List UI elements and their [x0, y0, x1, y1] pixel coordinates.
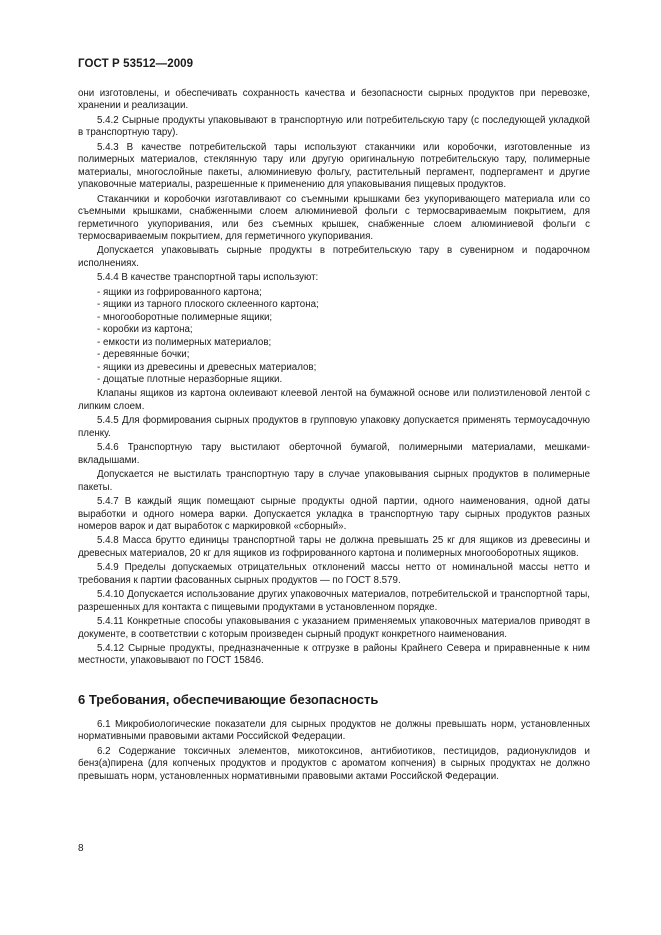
paragraph-no-lining: Допускается не выстилать транспортную тару в случае упаковывания сырных продуктов в полимерные пакеты.: [78, 469, 590, 493]
paragraph-5-4-7: 5.4.7 В каждый ящик помещают сырные продукты одной партии, одного наименования, одной даты выработки и одного номера варки. Допускается укладка в транспортную тару сырных продуктов разных номеров варок и дат выработок с маркировкой «сборный».: [78, 496, 590, 532]
paragraph-5-4-10: 5.4.10 Допускается использование других упаковочных материалов, потребительской и транспортной тары, разрешенных для контакта с пищевыми продуктами в установленном порядке.: [78, 589, 590, 613]
paragraph-5-4-4: 5.4.4 В качестве транспортной тары используют:: [97, 272, 319, 284]
transport-container-list: [78, 287, 590, 387]
list-item: - коробки из картона;: [97, 324, 193, 336]
paragraph-box-flaps: Клапаны ящиков из картона оклеивают клеевой лентой на бумажной основе или полиэтиленовой лентой с липким слоем.: [78, 388, 590, 412]
paragraph-souvenir-packaging: Допускается упаковывать сырные продукты в потребительскую тару в сувенирном и подарочном исполнениях.: [78, 245, 590, 269]
paragraph-6-2: 6.2 Содержание токсичных элементов, микотоксинов, антибиотиков, пестицидов, радионуклидов и бенз(а)пирена (для копченых продуктов и продуктов с ароматом копчения) в сырных продуктах не должно превышать норм, установленных нормативными правовыми актами Российской Федерации.: [78, 745, 590, 782]
paragraph-5-4-9: 5.4.9 Пределы допускаемых отрицательных отклонений массы нетто от номинальной массы нетто и требования к партии фасованных сырных продуктов — по ГОСТ 8.579.: [78, 562, 590, 586]
section-6-title: 6 Требования, обеспечивающие безопасность: [78, 691, 379, 707]
paragraph-5-4-3: 5.4.3 В качестве потребительской тары используют стаканчики или коробочки, изготовленные из полимерных материалов, стеклянную тару или другую оригинальную потребительскую тару, полимерные материалы, многослойные пакеты, алюминиевую фольгу, растительный пергамент, подпергамент и другие упаковочные материалы, разрешенные к применению для упаковывания пищевых продуктов.: [78, 141, 590, 191]
page-number: 8: [78, 843, 84, 854]
paragraph-5-4-6: 5.4.6 Транспортную тару выстилают оберточной бумагой, полимерными материалами, мешками-вкладышами.: [78, 442, 590, 466]
list-item: - емкости из полимерных материалов;: [97, 336, 272, 348]
paragraph-continuation: они изготовлены, и обеспечивать сохранность качества и безопасности сырных продуктов при перевозке, хранении и реализации.: [78, 88, 590, 112]
paragraph-5-4-8: 5.4.8 Масса брутто единицы транспортной тары не должна превышать 25 кг для ящиков из древесины и древесных материалов, 20 кг для ящиков из гофрированного картона и полимерных многооборотных ящиков.: [78, 535, 590, 559]
paragraph-6-1: 6.1 Микробиологические показатели для сырных продуктов не должны превышать норм, установленных нормативными правовыми актами Российской Федерации.: [78, 718, 590, 743]
paragraph-5-4-11: 5.4.11 Конкретные способы упаковывания с указанием применяемых упаковочных материалов приводят в документе, в соответствии с которым произведен сырный продукт конкретного наименования.: [78, 616, 590, 640]
paragraph-5-4-5: 5.4.5 Для формирования сырных продуктов в групповую упаковку допускается применять термоусадочную пленку.: [78, 415, 590, 439]
document-page: [78, 58, 590, 785]
paragraph-5-4-2: 5.4.2 Сырные продукты упаковывают в транспортную или потребительскую тару (с последующей укладкой в транспортную тару).: [78, 114, 590, 139]
list-item: - многооборотные полимерные ящики;: [97, 311, 273, 323]
list-item: - дощатые плотные неразборные ящики.: [97, 373, 283, 385]
paragraph-cups-and-boxes: Стаканчики и коробочки изготавливают со съемными крышками без укупоривающего материала или со съемными крышками, снабженными слоем алюминиевой фольги с термосвариваемым покрытием, для герметичного укупоривания, или без съемных крышек, снабженные слоем алюминиевой фольги с термосвариваемым покрытием, для герметичного укупоривания.: [78, 193, 590, 242]
paragraph-5-4-12: 5.4.12 Сырные продукты, предназначенные к отгрузке в районы Крайнего Севера и приравненные к ним местности, упаковывают по ГОСТ 15846.: [78, 643, 590, 667]
list-item: - ящики из гофрированного картона;: [97, 286, 262, 298]
document-code-header: ГОСТ Р 53512—2009: [78, 58, 194, 70]
list-item: - ящики из древесины и древесных материалов;: [97, 361, 317, 373]
list-item: - деревянные бочки;: [97, 349, 190, 361]
list-item: - ящики из тарного плоского склеенного картона;: [97, 299, 319, 311]
